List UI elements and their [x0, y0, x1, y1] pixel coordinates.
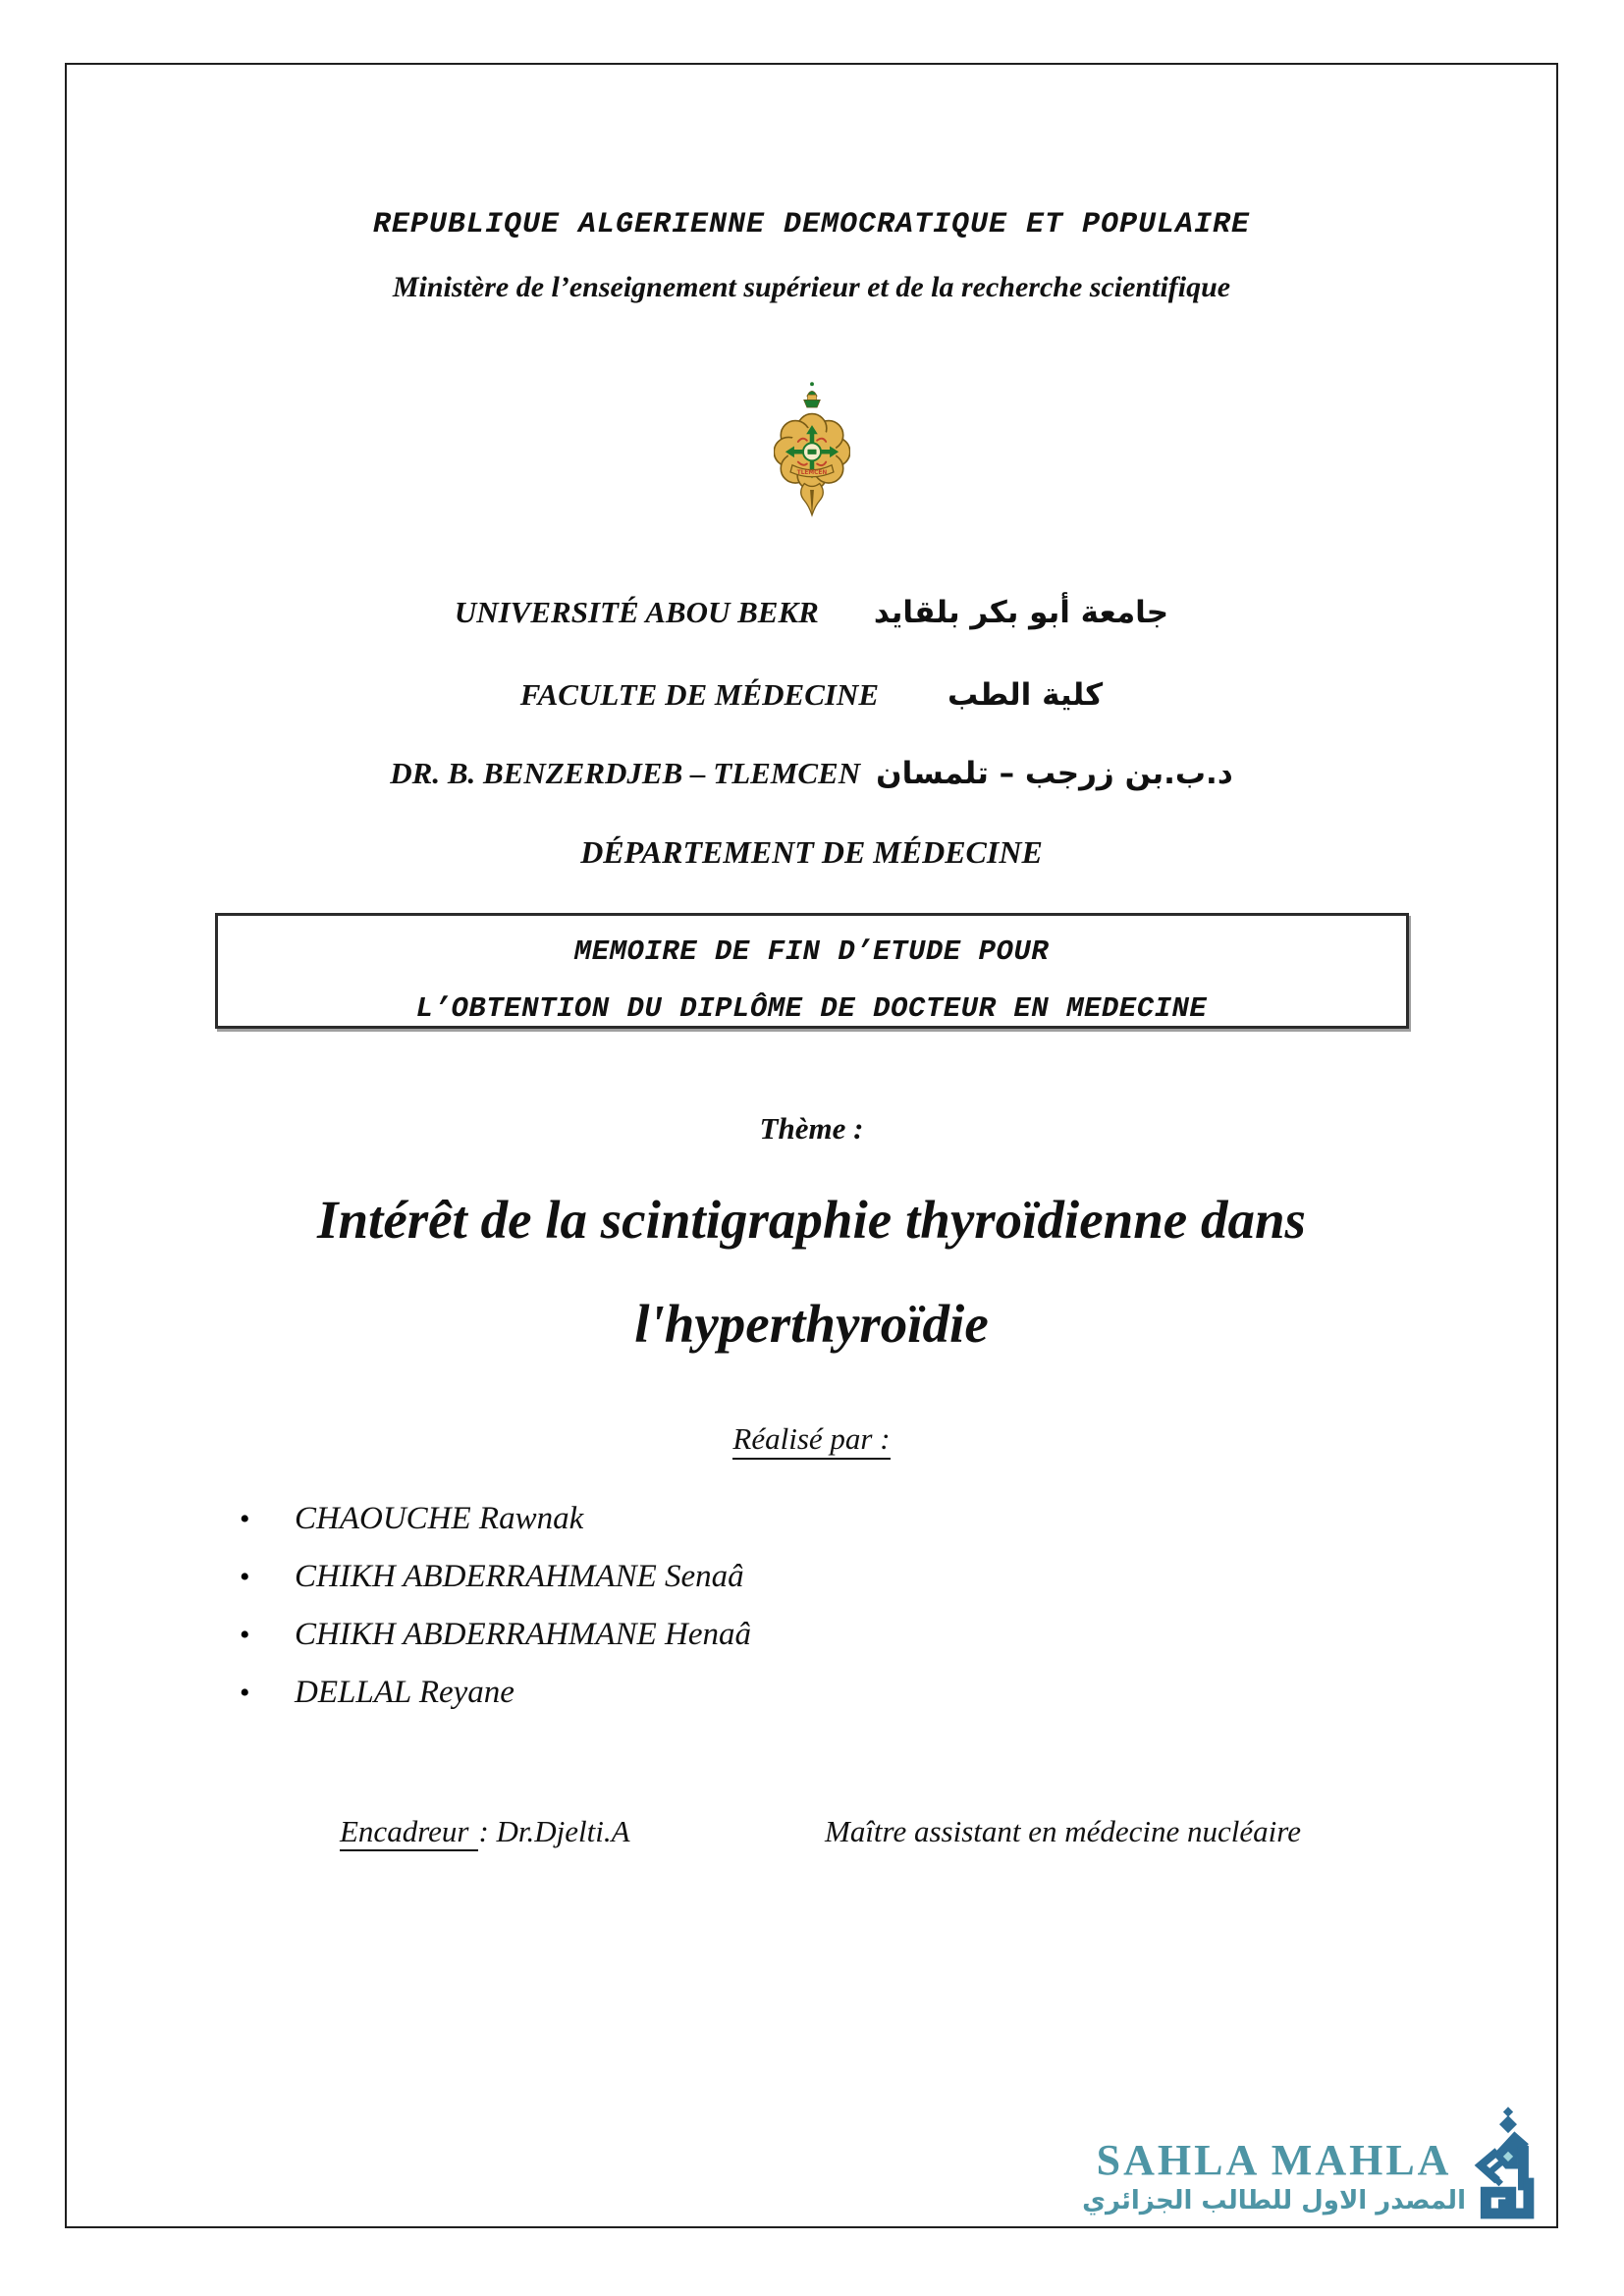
emblem-lamp: [803, 382, 820, 407]
university-emblem-row: [67, 381, 1556, 525]
university-line: [67, 595, 1556, 630]
supervisor-name: Encadreur : Dr.Djelti.A: [340, 1814, 630, 1851]
memoir-line-1: MEMOIRE DE FIN D’ETUDE POUR: [573, 935, 1050, 968]
brand-name: SAHLA MAHLA: [1096, 2136, 1452, 2184]
faculty-line: [67, 677, 1556, 713]
ministry-line: Ministère de l’enseignement supérieur et de la recherche scientifique: [392, 271, 1231, 303]
theme-label: Thème :: [759, 1111, 864, 1146]
republic-line: REPUBLIQUE ALGERIENNE DEMOCRATIQUE ET POPULAIRE: [372, 208, 1251, 241]
university-emblem-icon: [774, 381, 850, 520]
university-name-ar: جامعة أبو بكر بلقايد: [873, 595, 1169, 630]
svg-text:TLEMCEN: TLEMCEN: [796, 469, 827, 476]
author-item: • DELLAL Reyane: [240, 1664, 751, 1722]
supervisor-line: [67, 1814, 1556, 1857]
thesis-title-line-2: l'hyperthyroïdie: [634, 1294, 989, 1354]
page-border-frame: [65, 63, 1558, 2228]
author-item: • CHIKH ABDERRAHMANE Senaâ: [240, 1548, 751, 1606]
memoir-statement-box: [215, 913, 1409, 1029]
faculty-name-fr: FACULTE DE MÉDECINE: [519, 677, 879, 712]
supervisor-title: Maître assistant en médecine nucléaire: [825, 1814, 1301, 1848]
university-name-fr: UNIVERSITÉ ABOU BEKR: [454, 595, 819, 629]
author-item: • CHIKH ABDERRAHMANE Henaâ: [240, 1606, 751, 1664]
sahla-mahla-logo-icon: [1468, 2107, 1548, 2222]
authors-list: [240, 1490, 751, 1722]
encadreur-label: Encadreur: [340, 1814, 478, 1851]
brand-tagline-arabic: المصدر الاول للطالب الجزائري: [1082, 2186, 1466, 2216]
hospital-line: [67, 756, 1556, 791]
hospital-name-fr: DR. B. BENZERDJEB – TLEMCEN: [390, 756, 861, 790]
department-line: DÉPARTEMENT DE MÉDECINE: [580, 834, 1043, 870]
memoir-line-2: L’OBTENTION DU DIPLÔME DE DOCTEUR EN MEDECINE: [415, 992, 1208, 1025]
faculty-name-ar: كلية الطب: [947, 677, 1104, 713]
author-item: • CHAOUCHE Rawnak: [240, 1490, 751, 1548]
hospital-name-ar: د.ب.بن زرجب – تلمسان: [876, 756, 1233, 791]
sahla-mahla-watermark: [1082, 2107, 1548, 2222]
thesis-title-line-1: Intérêt de la scintigraphie thyroïdienne dans: [317, 1190, 1306, 1250]
realise-par-heading: Réalisé par :: [67, 1421, 1556, 1460]
